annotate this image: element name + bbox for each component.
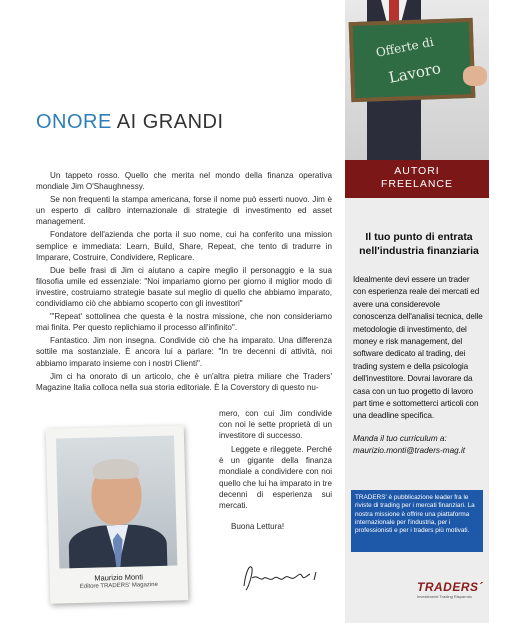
freelance-band bbox=[345, 160, 489, 198]
about-box bbox=[351, 490, 483, 552]
sidebar-headline: Il tuo punto di entrata nell'industria finanziaria bbox=[359, 231, 479, 257]
photo-caption-role: Editore TRADERS' Magazine bbox=[79, 581, 158, 590]
sidebar-body: Idealmente devi essere un trader con esperienza reale dei mercati ed avere una considerevole conoscenza dell'analisi tecnica, delle metodologie di investimento, del money e risk management, del software dedicato al trading, dei trading system e della psicologia dell'investitore. Dovrai lavorare da casa con un tuo progetto di lavoro part time e sottometterci articoli con una deadline specifica. bbox=[353, 275, 483, 421]
sign-off: Buona Lettura! bbox=[231, 521, 285, 531]
email-link[interactable]: maurizio.monti@traders-mag.it bbox=[353, 446, 466, 455]
chalkboard bbox=[349, 18, 476, 102]
author-photo bbox=[56, 435, 177, 568]
sidebar-ad bbox=[345, 0, 489, 623]
title-ai-grandi: AI GRANDI bbox=[116, 111, 224, 133]
paragraph: Se non frequenti la stampa americana, forse il nome può esserti nuovo. Jim è un esperto di calibro internazionale di strategie di investimento ed asset management. bbox=[36, 195, 332, 227]
paragraph: "'Repeat' sottolinea che questa è la nostra missione, che non consideriamo mai finita. Per questo replichiamo il processo all'infinito". bbox=[36, 312, 332, 333]
sidebar-cta bbox=[353, 433, 483, 457]
paragraph: Leggete e rileggete. Perché è un gigante della finanza mondiale a condividere con noi quello che lui ha imparato in tre decenni di esperienza sui mercati. bbox=[219, 445, 332, 510]
editorial-article bbox=[36, 170, 332, 395]
band-line: AUTORI bbox=[394, 165, 440, 177]
title-onore: ONORE bbox=[36, 111, 112, 133]
paragraph: Fantastico. Jim non insegna. Condivide ciò che ha imparato. Una differenza sottile ma sostanziale. È ancora lui a parlare: "In tre decenni di attività, noi abbiamo imparato insieme con i nostri Clienti". bbox=[36, 336, 332, 368]
board-text: Offerte di bbox=[374, 34, 435, 60]
paragraph: Due belle frasi di Jim ci aiutano a capire meglio il personaggio e la sua filosofia umile ed essenziale: "Noi impariamo giorno per giorno il miglior modo di investire, costruiamo strategie basate sul meglio di quello che abbiamo imparato, condividiamo ciò che abbiamo scoperto con gli investitori" bbox=[36, 265, 332, 309]
traders-logo: TRADERS´ bbox=[417, 580, 483, 594]
logo-tagline: Investimenti Trading Risparmio bbox=[417, 594, 472, 599]
page-title bbox=[36, 111, 224, 134]
author-photo-frame bbox=[46, 425, 189, 604]
paragraph: Fondatore dell'azienda che porta il suo nome, cui ha conferito una mission semplice e immediata: Learn, Build, Share, Repeat, che tento di tradurre in Imparare, Costruire, Condividere, Replicare. bbox=[36, 230, 332, 262]
paragraph: mero, con cui Jim condivide con noi le sette proprietà di un investitore di successo. bbox=[219, 409, 332, 441]
band-line: FREELANCE bbox=[380, 178, 453, 190]
sidebar-panel bbox=[345, 198, 489, 623]
photo-caption-name: Maurizio Monti bbox=[94, 572, 144, 583]
cta-label: Manda il tuo curriculum a: bbox=[353, 434, 447, 443]
job-offer-banner bbox=[345, 0, 489, 160]
about-text: TRADERS' è pubblicazione leader fra le riviste di trading per i mercati finanziari. La nostra missione è offrire una piattaforma internazionale per l'industria, per i professionisti e per i traders più motivati. bbox=[355, 494, 475, 535]
signature bbox=[236, 560, 332, 592]
paragraph: Un tappeto rosso. Quello che merita nel mondo della finanza operativa mondiale Jim O'Shaughnessy. bbox=[36, 171, 332, 192]
article-narrow-column bbox=[219, 408, 332, 535]
board-text: Lavoro bbox=[387, 59, 443, 87]
paragraph: Jim ci ha onorato di un articolo, che è un'altra pietra miliare che Traders' Magazine Italia colloca nella sua storia editoriale. È la Coverstory di questo nu- bbox=[36, 371, 332, 392]
